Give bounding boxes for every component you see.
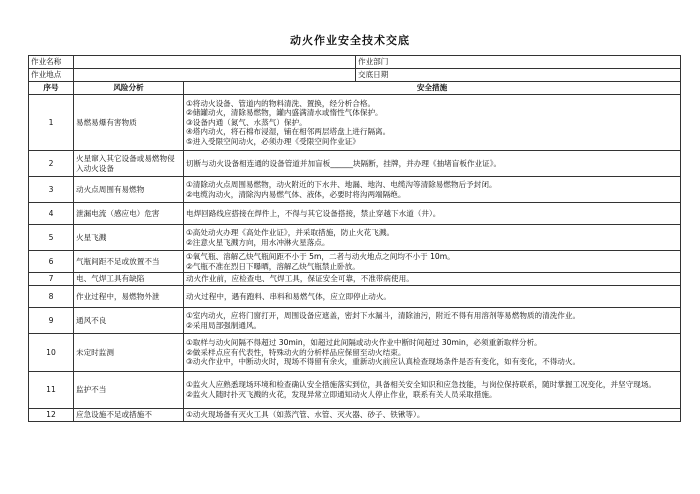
measures-cell <box>184 409 681 422</box>
measure-line: ②电缆沟动火，清除沟内易燃气体、液体，必要时将沟两端隔绝。 <box>186 189 406 199</box>
risk-cell: 作业过程中，易燃物外泄 <box>74 286 184 308</box>
measure-line: ④塔内动火，将石棉布浸湿，铺在相邻两层塔盘上进行隔离。 <box>186 127 391 137</box>
table-row <box>29 95 681 151</box>
measures-cell <box>184 177 681 203</box>
row-number: 5 <box>29 225 74 251</box>
risk-cell: 应急设施不足或措施不 <box>74 409 184 422</box>
measures-cell <box>184 286 681 308</box>
info-row-2 <box>29 69 681 82</box>
location-field[interactable] <box>74 69 356 82</box>
safety-disclosure-table <box>28 55 681 422</box>
risk-cell: 泄漏电流（感应电）危害 <box>74 203 184 225</box>
date-label: 交底日期 <box>358 70 389 80</box>
row-number: 11 <box>29 372 74 409</box>
measures-cell <box>184 308 681 334</box>
measure-line: ②注意火星飞溅方向，用水冲淋火星落点。 <box>186 237 330 247</box>
column-header-measures: 安全措施 <box>184 82 681 95</box>
table-row <box>29 251 681 273</box>
row-number: 4 <box>29 203 74 225</box>
risk-cell: 火星窜入其它设备或易燃物侵入动火设备 <box>74 151 184 177</box>
measures-cell <box>184 225 681 251</box>
date-cell[interactable] <box>356 69 681 82</box>
measure-line: ①清除动火点周围易燃物，动火附近的下水井、地漏、地沟、电缆沟等清除易燃物后予封闭。 <box>186 179 497 189</box>
table-row <box>29 225 681 251</box>
measures-cell <box>184 273 681 286</box>
measure-line: ②气瓶不准在烈日下曝晒，溶解乙炔气瓶禁止卧放。 <box>186 261 360 271</box>
measure-line: ⑤进入受限空间动火，必须办理《受限空间作业证》 <box>186 136 360 146</box>
measure-line: ①氧气瓶、溶解乙炔气瓶间距不小于 5m，二者与动火地点之间均不小于 10m。 <box>186 251 455 261</box>
row-number: 6 <box>29 251 74 273</box>
page-title: 动火作业安全技术交底 <box>290 34 410 47</box>
measure-line: 动火过程中，遇有跑料、串料和易燃气体，应立即停止动火。 <box>186 291 392 301</box>
location-label: 作业地点 <box>29 69 74 82</box>
measure-line: 电焊回路线应搭接在焊件上，不得与其它设备搭接，禁止穿越下水道（井）。 <box>186 208 441 218</box>
measure-line: ②储罐动火，清除易燃物，罐内盛满清水或惰性气体保护。 <box>186 108 383 118</box>
project-name-field[interactable] <box>74 56 356 69</box>
risk-cell: 监护不当 <box>74 372 184 409</box>
measure-line: ③设备内通（氮气、水蒸气）保护。 <box>186 117 307 127</box>
measure-line: ①取样与动火间隔不得超过 30min，如超过此间隔或动火作业中断时间超过 30min，必须重新取样分析。 <box>186 338 542 348</box>
row-number: 3 <box>29 177 74 203</box>
measures-cell <box>184 95 681 151</box>
row-number: 1 <box>29 95 74 151</box>
measure-line: ③动火作业中，中断动火时，现场不得留有余火，重新动火前应认真检查现场条件是否有变化，如有变化，不得动火。 <box>186 357 581 367</box>
risk-cell: 易燃易爆有害物质 <box>74 95 184 151</box>
column-header-risk: 风险分析 <box>74 82 184 95</box>
row-number: 2 <box>29 151 74 177</box>
measure-line: ②采用局部强制通风。 <box>186 320 262 330</box>
row-number: 12 <box>29 409 74 422</box>
row-number: 7 <box>29 273 74 286</box>
risk-cell: 未定时监测 <box>74 334 184 372</box>
measures-cell <box>184 334 681 372</box>
measures-cell <box>184 372 681 409</box>
measure-line: ②做采样点应有代表性，特殊动火的分析样品应保留至动火结束。 <box>186 347 406 357</box>
table-row <box>29 372 681 409</box>
table-row <box>29 203 681 225</box>
row-number: 10 <box>29 334 74 372</box>
table-row <box>29 334 681 372</box>
measure-line: 动火作业前，应检查电、气焊工具，保证安全可靠，不准带病使用。 <box>186 274 414 284</box>
measure-line: ②监火人随时扑灭飞溅的火花，发现异常立即通知动火人停止作业，联系有关人员采取措施。 <box>186 390 497 399</box>
project-name-label: 作业名称 <box>29 56 74 69</box>
table-row <box>29 273 681 286</box>
column-header-row <box>29 82 681 95</box>
table-row <box>29 308 681 334</box>
risk-cell: 电、气焊工具有缺陷 <box>74 273 184 286</box>
measure-line: ①高处动火办理《高处作业证》，并采取措施，防止火花飞溅。 <box>186 227 395 237</box>
measure-line: ①动火现场备有灭火工具（如蒸汽管、水管、灭火器、砂子、铁锹等）。 <box>186 410 425 420</box>
department-cell[interactable] <box>356 56 681 69</box>
measure-line: 切断与动火设备相连通的设备管道并加盲板______块隔断，挂牌，并办理《抽堵盲板作业证》。 <box>186 158 502 168</box>
column-header-num: 序号 <box>29 82 74 95</box>
risk-cell: 火星飞溅 <box>74 225 184 251</box>
risk-cell: 动火点周围有易燃物 <box>74 177 184 203</box>
row-number: 9 <box>29 308 74 334</box>
measure-line: ①监火人应熟悉现场环境和检查确认安全措施落实到位，具备相关安全知识和应急技能，与岗位保持联系，随时掌握工况变化，并坚守现场。 <box>186 380 657 390</box>
measures-cell <box>184 203 681 225</box>
measures-cell <box>184 151 681 177</box>
info-row-1 <box>29 56 681 69</box>
department-label: 作业部门 <box>358 57 389 67</box>
table-row <box>29 151 681 177</box>
table-row <box>29 409 681 422</box>
table-row <box>29 286 681 308</box>
table-row <box>29 177 681 203</box>
measures-cell <box>184 251 681 273</box>
risk-cell: 通风不良 <box>74 308 184 334</box>
measure-line: ①室内动火，应将门窗打开，周围设备应遮盖，密封下水漏斗，清除油污，附近不得有用溶剂等易燃物质的清洗作业。 <box>186 310 581 320</box>
row-number: 8 <box>29 286 74 308</box>
risk-cell: 气瓶间距不足或放置不当 <box>74 251 184 273</box>
measure-line: ①将动火设备、管道内的物料清洗、置换，经分析合格。 <box>186 98 376 108</box>
